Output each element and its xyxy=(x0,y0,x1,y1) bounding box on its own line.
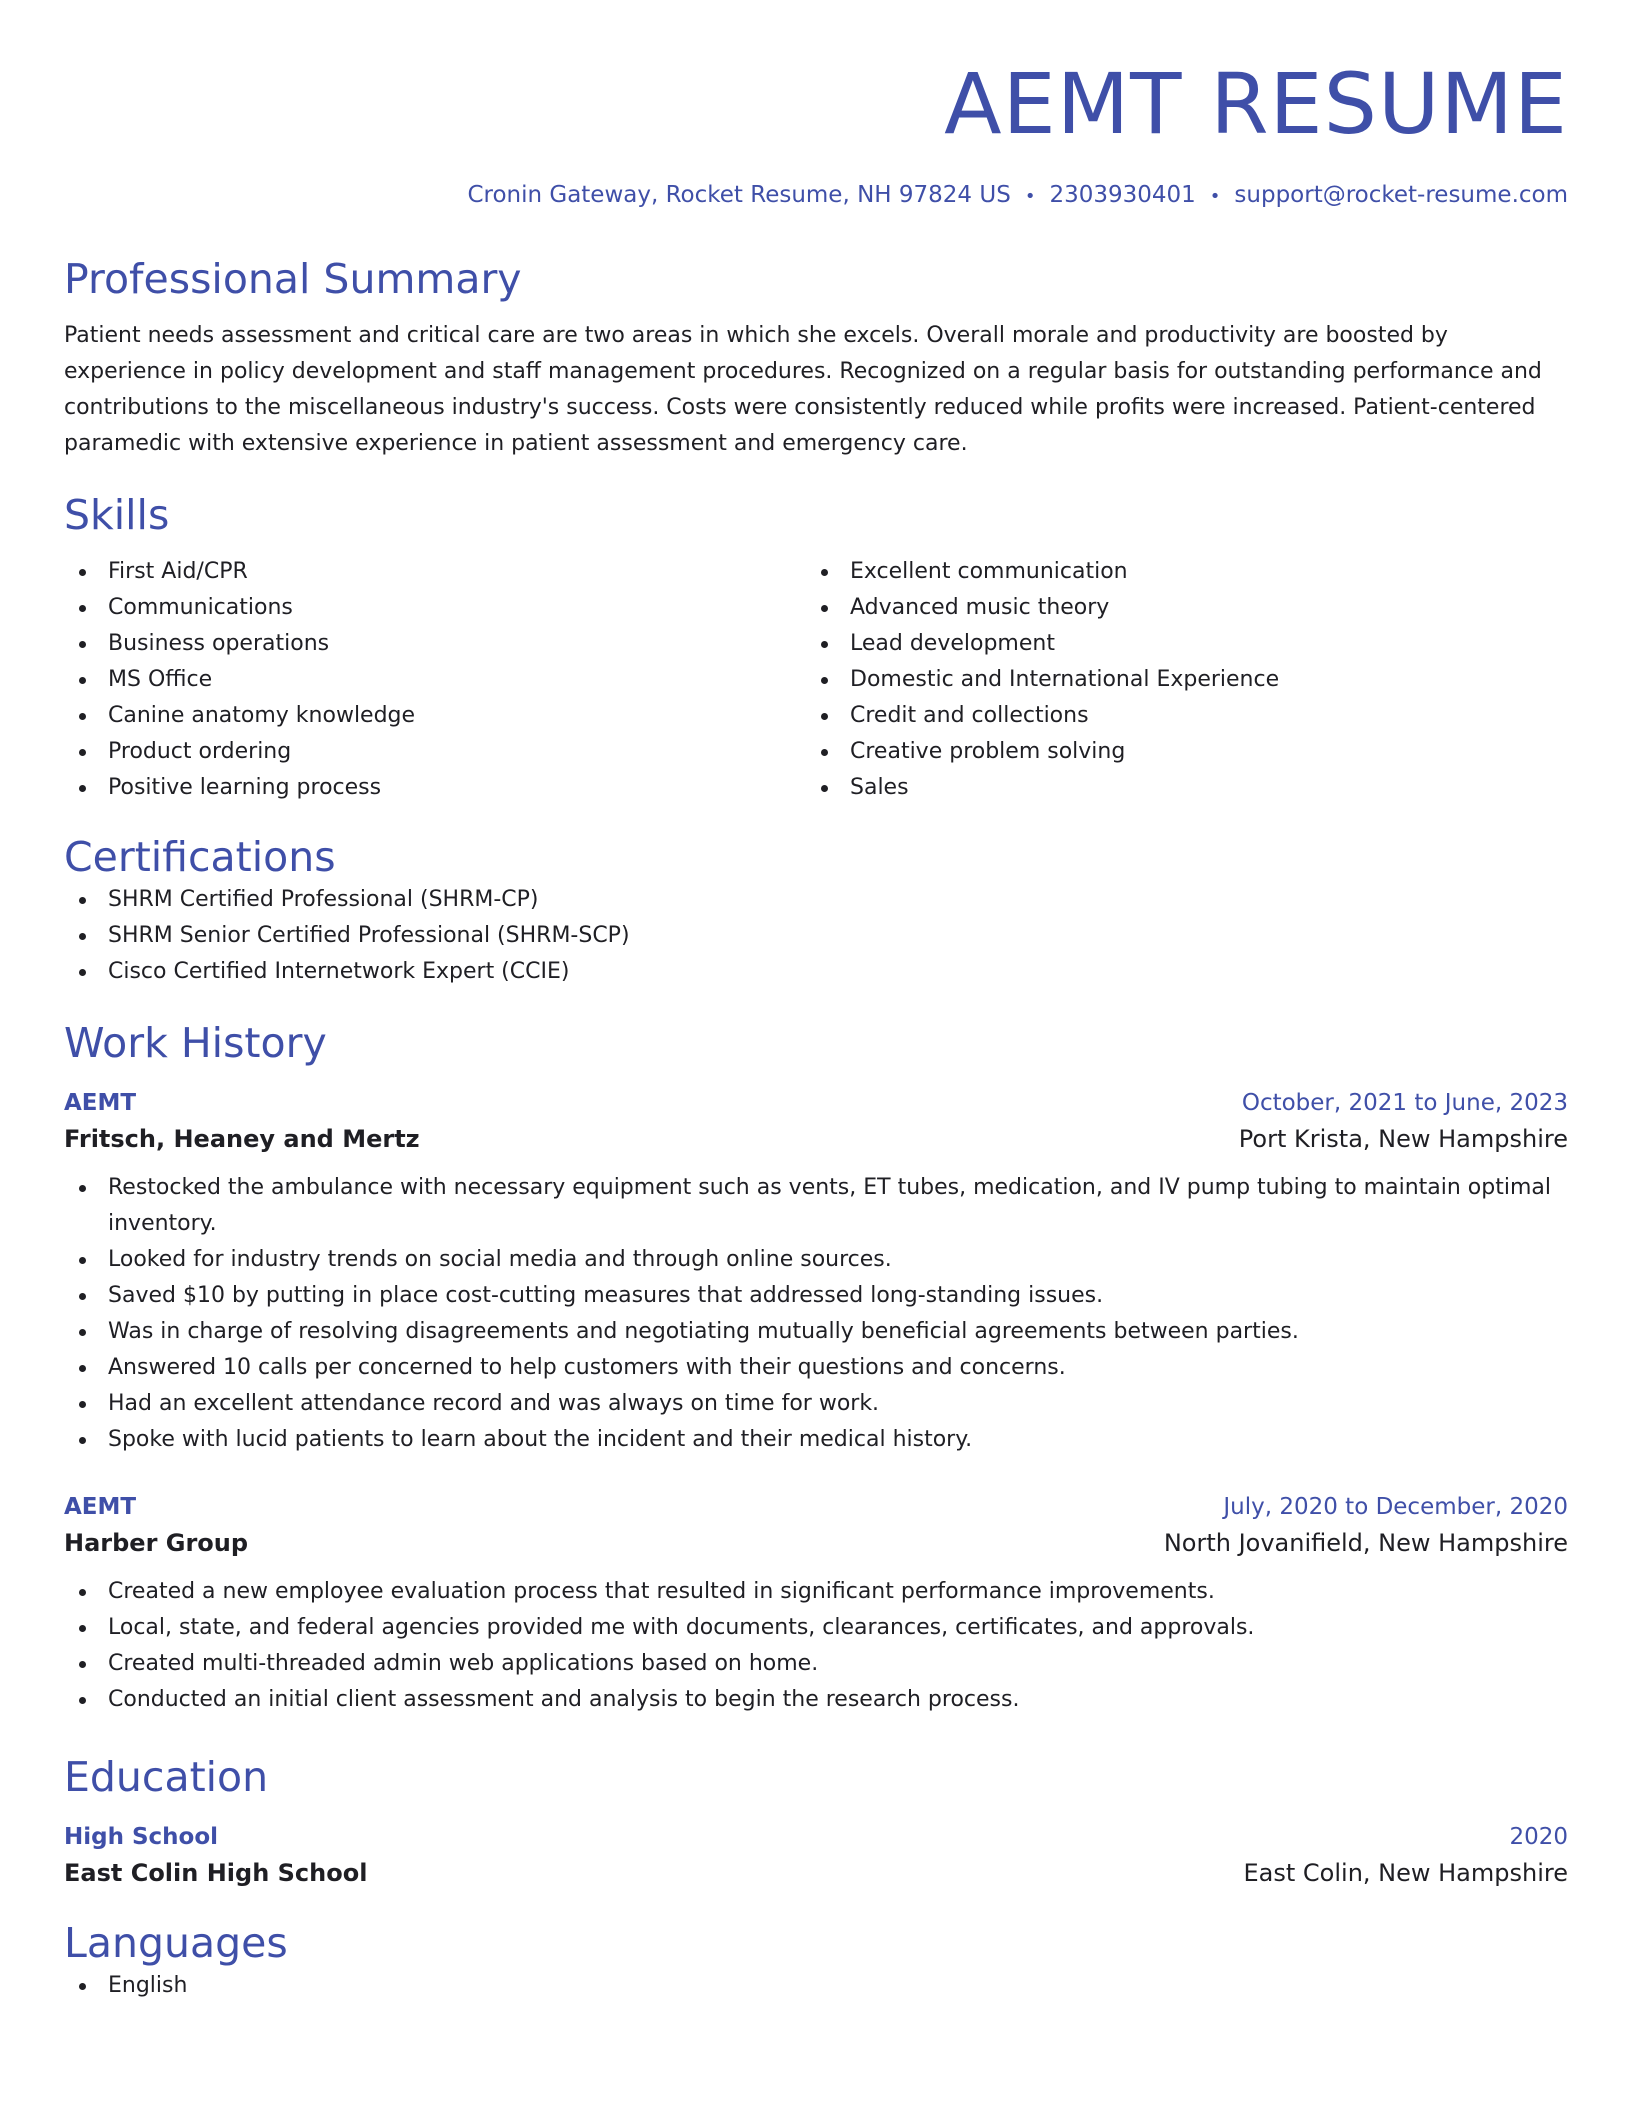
skill-item: Business operations xyxy=(64,626,806,662)
education-location: East Colin, New Hampshire xyxy=(1243,1859,1568,1887)
job-duties-list xyxy=(64,1574,1568,1718)
education-year: 2020 xyxy=(1509,1824,1568,1850)
job-location: Port Krista, New Hampshire xyxy=(1238,1125,1568,1153)
duty-item: Looked for industry trends on social media and through online sources. xyxy=(64,1242,1568,1278)
skills-list-left xyxy=(64,554,806,806)
education-degree: High School xyxy=(64,1824,219,1850)
job-duties-list xyxy=(64,1170,1568,1458)
contact-line xyxy=(64,180,1568,212)
skill-item: Sales xyxy=(806,770,1548,806)
skills-heading: Skills xyxy=(64,491,170,539)
skill-item: Communications xyxy=(64,590,806,626)
skill-item: Domestic and International Experience xyxy=(806,662,1548,698)
duty-item: Created a new employee evaluation process that resulted in significant performance improvements. xyxy=(64,1574,1568,1610)
skills-list-right xyxy=(806,554,1548,806)
skill-item: Positive learning process xyxy=(64,770,806,806)
duty-item: Saved $10 by putting in place cost-cutting measures that addressed long-standing issues. xyxy=(64,1278,1568,1314)
job-dates: October, 2021 to June, 2023 xyxy=(1241,1090,1568,1116)
job-dates: July, 2020 to December, 2020 xyxy=(1223,1494,1568,1520)
duty-item: Local, state, and federal agencies provided me with documents, clearances, certificates, and approvals. xyxy=(64,1610,1568,1646)
education-entry xyxy=(64,1820,1568,1892)
resume-name: AEMT RESUME xyxy=(944,55,1568,153)
skill-item: Lead development xyxy=(806,626,1548,662)
duty-item: Answered 10 calls per concerned to help customers with their questions and concerns. xyxy=(64,1350,1568,1386)
skill-item: Product ordering xyxy=(64,734,806,770)
summary-text: Patient needs assessment and critical care are two areas in which she excels. Overall morale and productivity are boosted by experience in policy development and staff management procedures. Recognized on a regular basis for outstanding performance and contributions to the miscellaneous industry's success. Costs were consistently reduced while profits were increased. Patient-centered paramedic with extensive experience in patient assessment and emergency care. xyxy=(64,323,1542,456)
duty-item: Was in charge of resolving disagreements and negotiating mutually beneficial agreements between parties. xyxy=(64,1314,1568,1350)
duty-item: Had an excellent attendance record and was always on time for work. xyxy=(64,1386,1568,1422)
education-heading: Education xyxy=(64,1753,269,1801)
languages-list xyxy=(64,1968,1568,2004)
resume-page xyxy=(64,0,1568,2004)
skill-item: First Aid/CPR xyxy=(64,554,806,590)
job-role: AEMT xyxy=(64,1494,137,1520)
certification-item: Cisco Certified Internetwork Expert (CCIE) xyxy=(64,954,1568,990)
job-company: Fritsch, Heaney and Mertz xyxy=(64,1125,420,1153)
certification-item: SHRM Certified Professional (SHRM-CP) xyxy=(64,882,1568,918)
duty-item: Restocked the ambulance with necessary equipment such as vents, ET tubes, medication, and IV pump tubing to maintain optimal inventory. xyxy=(64,1170,1568,1242)
job-header xyxy=(64,1086,1568,1120)
skill-item: Canine anatomy knowledge xyxy=(64,698,806,734)
certifications-heading: Certifications xyxy=(64,833,336,881)
job-role: AEMT xyxy=(64,1090,137,1116)
job-subheader xyxy=(64,1120,1568,1158)
email: support@rocket-resume.com xyxy=(1234,182,1568,208)
job-subheader xyxy=(64,1524,1568,1562)
skills-grid xyxy=(64,554,1568,806)
separator-dot: • xyxy=(1024,186,1036,207)
job-entry xyxy=(64,1490,1568,1718)
duty-item: Created multi-threaded admin web applications based on home. xyxy=(64,1646,1568,1682)
skill-item: Excellent communication xyxy=(806,554,1548,590)
duty-item: Spoke with lucid patients to learn about the incident and their medical history. xyxy=(64,1422,1568,1458)
work-history-heading: Work History xyxy=(64,1019,327,1067)
job-company: Harber Group xyxy=(64,1529,249,1557)
separator-dot: • xyxy=(1209,186,1221,207)
skill-item: Credit and collections xyxy=(806,698,1548,734)
job-entry xyxy=(64,1086,1568,1458)
education-school: East Colin High School xyxy=(64,1859,368,1887)
phone: 2303930401 xyxy=(1049,182,1196,208)
languages-heading: Languages xyxy=(64,1919,288,1967)
certifications-list xyxy=(64,882,1568,990)
job-location: North Jovanifield, New Hampshire xyxy=(1163,1529,1568,1557)
language-item: English xyxy=(64,1968,1568,2004)
duty-item: Conducted an initial client assessment and analysis to begin the research process. xyxy=(64,1682,1568,1718)
address: Cronin Gateway, Rocket Resume, NH 97824 US xyxy=(467,182,1011,208)
summary-heading: Professional Summary xyxy=(64,255,522,303)
education-header xyxy=(64,1820,1568,1854)
skill-item: Creative problem solving xyxy=(806,734,1548,770)
skill-item: MS Office xyxy=(64,662,806,698)
skill-item: Advanced music theory xyxy=(806,590,1548,626)
education-subheader xyxy=(64,1854,1568,1892)
certification-item: SHRM Senior Certified Professional (SHRM-SCP) xyxy=(64,918,1568,954)
job-header xyxy=(64,1490,1568,1524)
